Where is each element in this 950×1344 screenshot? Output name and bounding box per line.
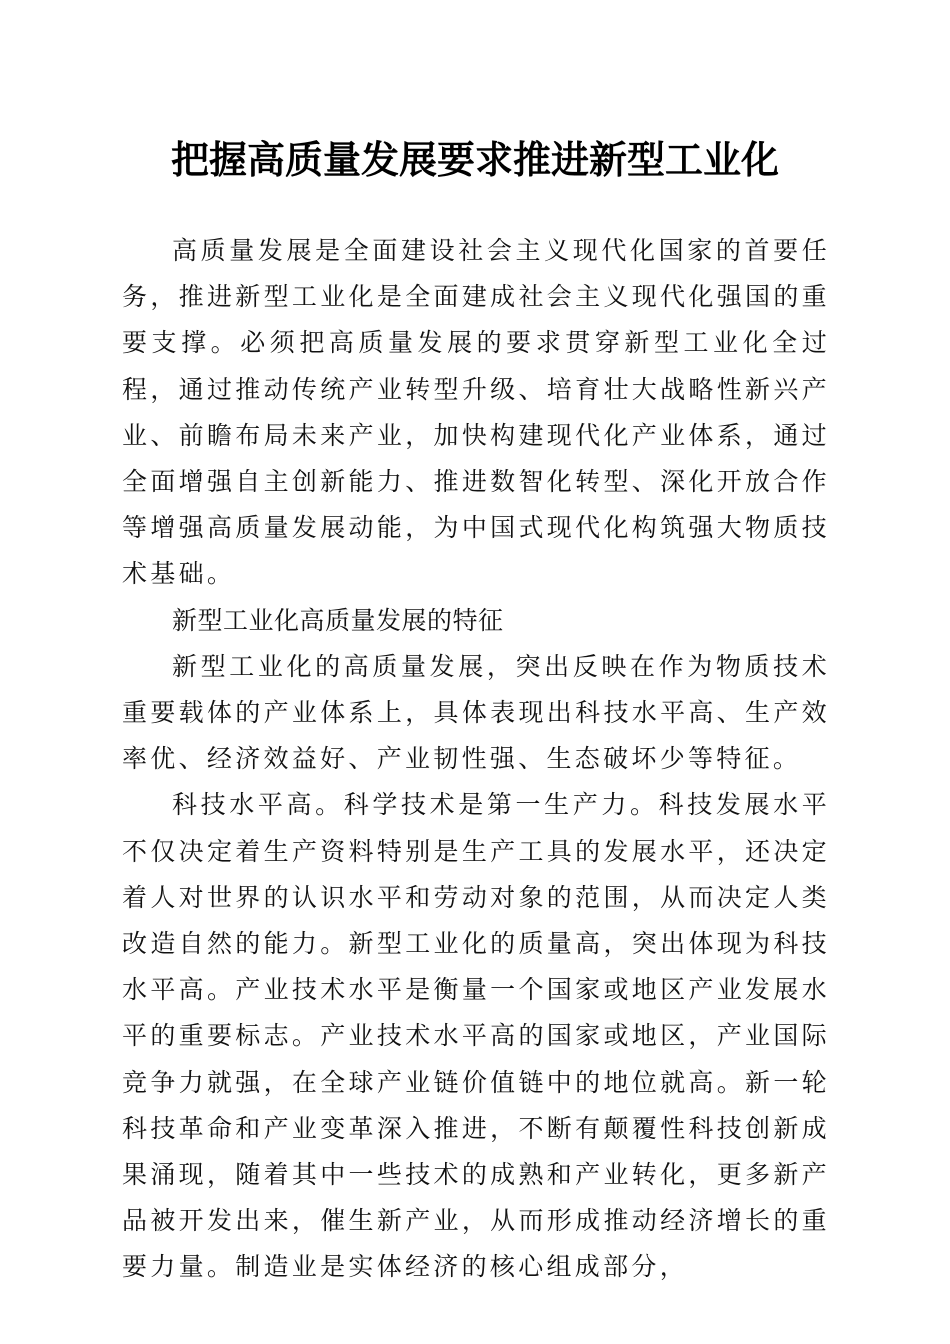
paragraph-features: 新型工业化的高质量发展，突出反映在作为物质技术重要载体的产业体系上，具体表现出科技水平高、生产效率优、经济效益好、产业韧性强、生态破坏少等特征。 <box>122 651 830 774</box>
paragraph-technology: 科技水平高。科学技术是第一生产力。科技发展水平不仅决定着生产资料特别是生产工具的发展水平，还决定着人对世界的认识水平和劳动对象的范围，从而决定人类改造自然的能力。新型工业化的质量高，突出体现为科技水平高。产业技术水平是衡量一个国家或地区产业发展水平的重要标志。产业技术水平高的国家或地区，产业国际竞争力就强，在全球产业链价值链中的地位就高。新一轮科技革命和产业变革深入推进，不断有颠覆性科技创新成果涌现，随着其中一些技术的成熟和产业转化，更多新产品被开发出来，催生新产业，从而形成推动经济增长的重要力量。制造业是实体经济的核心组成部分， <box>122 790 830 1282</box>
document-body <box>122 228 830 1291</box>
section-heading: 新型工业化高质量发展的特征 <box>172 605 504 635</box>
paragraph-intro: 高质量发展是全面建设社会主义现代化国家的首要任务，推进新型工业化是全面建成社会主义现代化强国的重要支撑。必须把高质量发展的要求贯穿新型工业化全过程，通过推动传统产业转型升级、培育壮大战略性新兴产业、前瞻布局未来产业，加快构建现代化产业体系，通过全面增强自主创新能力、推进数智化转型、深化开放合作等增强高质量发展动能，为中国式现代化构筑强大物质技术基础。 <box>122 236 830 589</box>
document-title: 把握高质量发展要求推进新型工业化 <box>170 137 779 182</box>
